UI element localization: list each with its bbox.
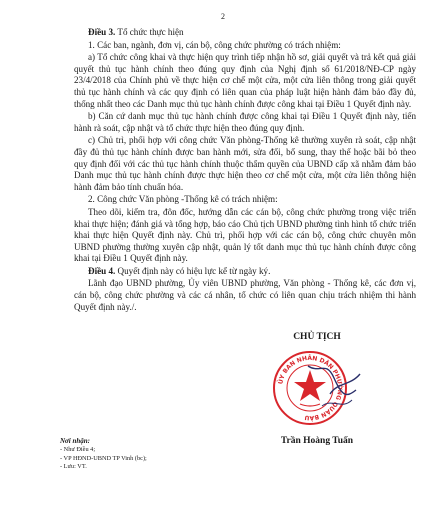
signer-name: Trần Hoàng Tuấn: [280, 436, 354, 446]
recipient-item: - Như Điều 4;: [60, 446, 96, 454]
paragraph: a) Tổ chức công khai và thực hiện quy trình tiếp nhận hồ sơ, giải quyết và trả kết quả giải quyết thủ tục hành chính theo đúng quy định của Nghị định số 61/2018/NĐ-CP ngày 23/4/2018 của Chính phủ về thực hiện cơ chế một cửa, một cửa liên thông trong giải quyết thủ tục hành chính và các quy định có liên quan của pháp luật hiện hành đảm bảo đầy đủ, thống nhất theo các Danh mục thủ tục hành chính được công khai tại Điều 1 Quyết định này.: [74, 52, 416, 109]
page-number: 2: [221, 12, 225, 21]
decision-body: [74, 27, 416, 314]
paragraph: c) Chủ trì, phối hợp với công chức Văn phòng-Thống kê thường xuyên rà soát, cập nhật đầy đủ thủ tục hành chính được ban hành mới, sửa đổi, bổ sung, thay thế hoặc bãi bỏ theo quy định đối với các thủ tục hành chính thuộc thẩm quyền của UBND cấp xã nhằm đảm bảo Danh mục thủ tục hành chính được thực hiện theo cơ chế một cửa, một cửa liên thông hiện hành đảm bảo tính chuẩn hóa.: [74, 135, 416, 192]
paragraph: Lãnh đạo UBND phường, Ủy viên UBND phường, Văn phòng - Thống kê, các đơn vị, cán bộ, công chức phường và các cá nhân, tổ chức có liên quan chịu trách nhiệm thi hành Quyết định này./.: [74, 278, 416, 312]
recipients-block: [60, 437, 147, 471]
svg-text:ỦY BAN NHÂN DÂN PHƯỜNG QUÁN BÀ: ỦY BAN NHÂN DÂN PHƯỜNG QUÁN BÀU: [277, 354, 344, 422]
article-4-heading: Điều 4. Quyết định này có hiệu lực kể từ ngày ký.: [88, 265, 271, 276]
paragraph: 1. Các ban, ngành, đơn vị, cán bộ, công chức phường có trách nhiệm:: [88, 39, 341, 50]
paragraph: 2. Công chức Văn phòng -Thống kê có trách nhiệm:: [88, 194, 278, 205]
signer-title: CHỦ TỊCH: [293, 332, 341, 342]
official-seal-icon: [260, 344, 370, 430]
paragraph: b) Căn cứ danh mục thủ tục hành chính được công khai tại Điều 1 Quyết định này, tiến hành rà soát, cập nhật và tổ chức thực hiện theo đúng quy định.: [74, 111, 416, 133]
recipient-item: - VP HĐND-UBND TP Vinh (bc);: [60, 454, 147, 462]
recipient-item: - Lưu: VT.: [60, 462, 87, 470]
recipients-heading: Nơi nhận:: [60, 437, 91, 445]
article-3-heading: Điều 3. Tổ chức thực hiện: [88, 27, 184, 37]
paragraph: Theo dõi, kiểm tra, đôn đốc, hướng dẫn các cán bộ, công chức phường trong việc triển khai thực hiện; đánh giá và tổng hợp, báo cáo Chủ tịch UBND phường tình hình tổ chức triển khai thực hiện Quyết định này. Chủ trì, phối hợp với các cán bộ, công chức chuyên môn UBND phường thường xuyên cập nhật, quản lý tốt danh mục thủ tục hành chính được công khai tại Điều 1 Quyết định này.: [74, 206, 416, 264]
